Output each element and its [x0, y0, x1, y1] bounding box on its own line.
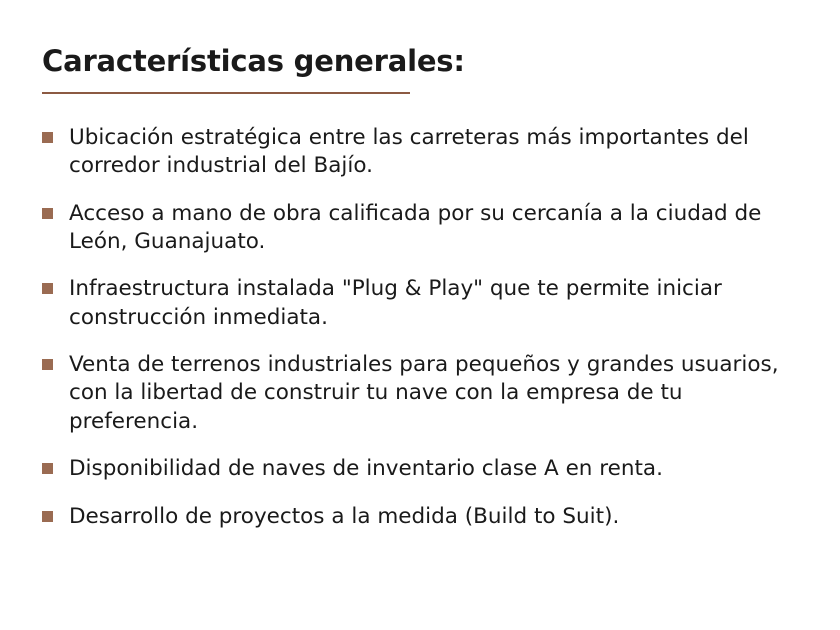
list-item — [42, 351, 800, 436]
list-item-text: Acceso a mano de obra calificada por su cercanía a la ciudad de León, Guanajuato. — [69, 200, 762, 254]
list-item-text: Venta de terrenos industriales para pequeños y grandes usuarios, con la libertad de construir tu nave con la empresa de tu preferencia. — [69, 352, 779, 434]
square-bullet-icon — [42, 359, 53, 370]
list-item-text: Desarrollo de proyectos a la medida (Build to Suit). — [69, 503, 620, 529]
square-bullet-icon — [42, 208, 53, 219]
list-item — [42, 455, 800, 483]
list-item — [42, 275, 800, 332]
square-bullet-icon — [42, 132, 53, 143]
square-bullet-icon — [42, 511, 53, 522]
square-bullet-icon — [42, 463, 53, 474]
list-item — [42, 124, 800, 181]
list-item-text: Disponibilidad de naves de inventario clase A en renta. — [69, 456, 663, 482]
square-bullet-icon — [42, 283, 53, 294]
bullet-list — [42, 124, 800, 531]
list-item-text: Infraestructura instalada "Plug & Play" que te permite iniciar construcción inmediata. — [69, 276, 722, 330]
list-item — [42, 503, 800, 531]
title-underline-divider — [42, 92, 410, 94]
page-title: Características generales: — [42, 44, 465, 78]
list-item — [42, 200, 800, 257]
list-item-text: Ubicación estratégica entre las carreteras más importantes del corredor industrial del Bajío. — [69, 124, 749, 179]
